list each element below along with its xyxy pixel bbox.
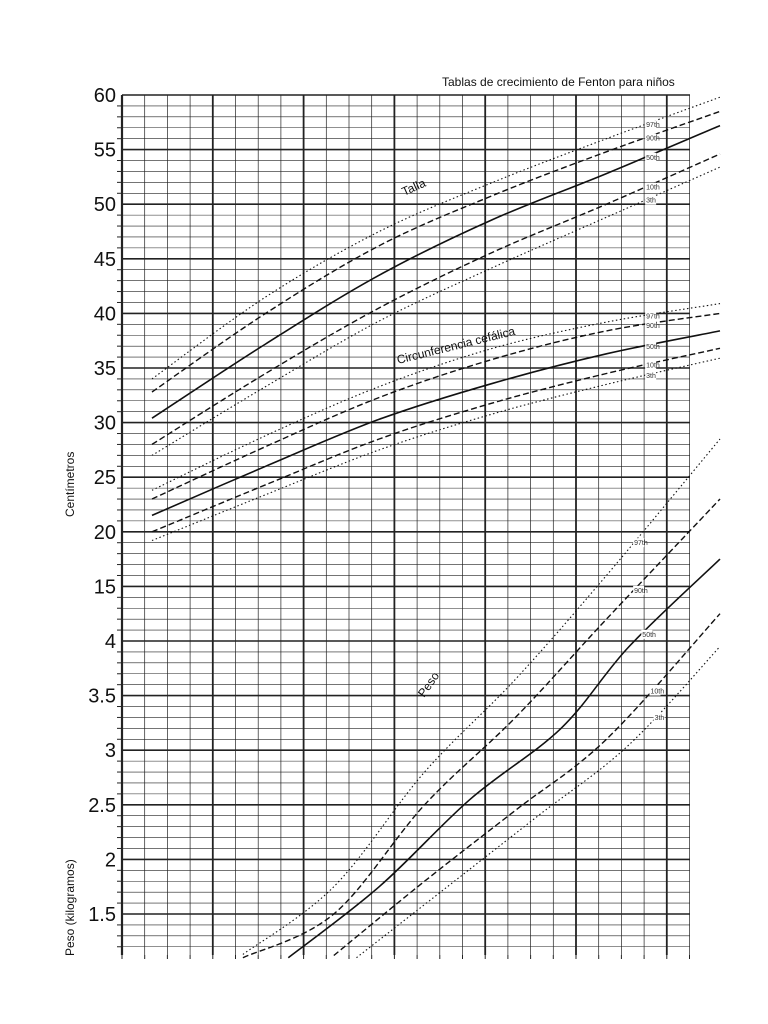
- percentile-label-circ-p97: 97th: [646, 313, 660, 321]
- percentile-label-circ-p3: 3th: [646, 373, 656, 381]
- y-tick-label-cm: 35: [93, 358, 116, 380]
- y-tick-label-cm: 60: [93, 85, 116, 107]
- curve-label-peso: Peso: [414, 669, 443, 700]
- y-tick-label-cm: 55: [93, 139, 116, 162]
- curve-talla-p97: [152, 97, 720, 379]
- y-tick-label-cm: 30: [93, 412, 116, 435]
- percentile-label-talla-p10: 10th: [646, 184, 660, 192]
- percentile-label-peso-p50: 50th: [642, 631, 656, 639]
- y-tick-label-cm: 45: [93, 248, 116, 271]
- percentile-label-peso-p90: 90th: [634, 587, 648, 595]
- y-tick-label-cm: 25: [93, 467, 116, 490]
- percentile-label-talla-p50: 50th: [646, 154, 660, 162]
- percentile-label-circ-p10: 10th: [646, 362, 660, 370]
- curve-talla-p3: [152, 167, 720, 455]
- y-tick-label-cm: 15: [93, 576, 116, 599]
- y-tick-label-kg: 1.5: [88, 904, 116, 926]
- chart-title: Tablas de crecimiento de Fenton para niños: [442, 75, 675, 89]
- percentile-label-circ-p50: 50th: [646, 343, 660, 351]
- y-tick-label-kg: 2: [104, 849, 116, 872]
- curve-peso-p3: [357, 647, 721, 958]
- percentile-label-peso-p97: 97th: [634, 540, 648, 548]
- curve-circ-p90: [152, 313, 720, 499]
- y-tick-label-kg: 3: [104, 740, 116, 763]
- percentile-label-talla-p97: 97th: [646, 122, 660, 130]
- curve-talla-p50: [152, 126, 720, 419]
- y-tick-label-kg: 2.5: [88, 794, 116, 817]
- y-tick-label-cm: 20: [93, 521, 116, 544]
- curve-peso-p97: [243, 439, 720, 954]
- y-axis-ticks: [88, 85, 689, 959]
- minor-grid: [122, 95, 690, 955]
- curve-peso-p10: [334, 614, 720, 956]
- percentile-label-talla-p90: 90th: [646, 135, 660, 143]
- major-grid: [122, 95, 690, 955]
- curve-label-circunferencia: Circunferencia cefálica: [395, 323, 517, 367]
- percentile-labels: [633, 120, 664, 722]
- y-axis-label-cm: Centímetros: [63, 451, 77, 517]
- curve-label-talla: Talla: [399, 175, 428, 199]
- percentile-label-circ-p90: 90th: [646, 322, 660, 330]
- y-tick-label-cm: 40: [93, 303, 116, 326]
- curve-circ-p10: [152, 348, 720, 532]
- percentile-label-peso-p3: 3th: [654, 715, 665, 723]
- y-tick-label-kg: 4: [104, 631, 116, 653]
- percentile-label-peso-p10: 10th: [650, 688, 665, 696]
- curve-circ-p3: [152, 358, 720, 540]
- y-axis-label-kg: Peso (kilogramos): [63, 859, 77, 956]
- percentile-label-talla-p3: 3th: [646, 197, 656, 205]
- y-tick-label-cm: 50: [93, 194, 116, 217]
- y-tick-label-kg: 3.5: [88, 685, 116, 708]
